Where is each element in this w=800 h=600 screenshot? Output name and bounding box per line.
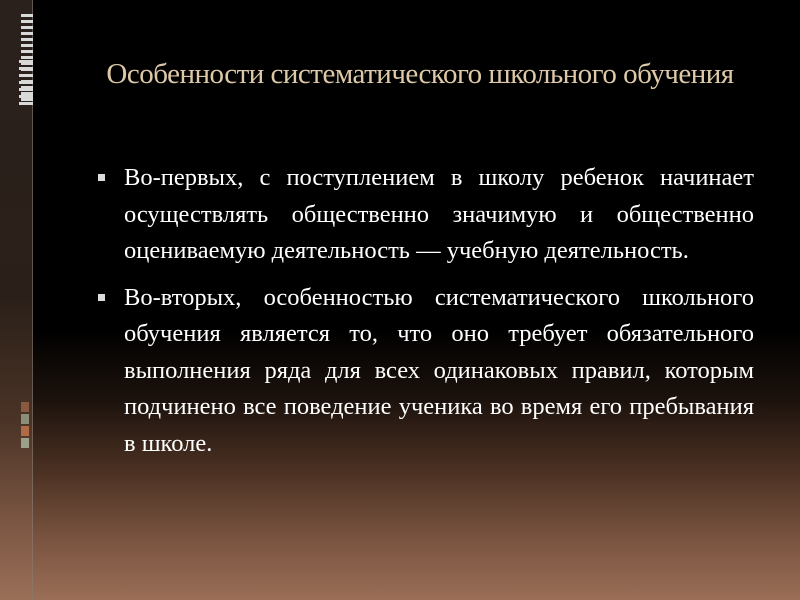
decorative-square <box>21 414 29 424</box>
bullet-item <box>96 160 754 270</box>
decorative-stripes-lower <box>19 60 33 106</box>
bullet-item <box>96 280 754 463</box>
bullet-text: Во-вторых, особенностью систематического школьного обучения является то, что оно требует обязательного выполнения ряда для всех одинаковых правил, которым подчинено все поведение ученика во время его пребывания в школе. <box>124 283 754 457</box>
decorative-square <box>21 402 29 412</box>
bullet-list <box>96 160 754 472</box>
square-bullet-icon <box>98 294 105 301</box>
decorative-square <box>21 438 29 448</box>
bullet-text: Во-первых, с поступлением в школу ребенок начинает осуществлять общественно значимую и общественно оцениваемую деятельность — учебную деятельность. <box>124 164 754 264</box>
slide-title: Особенности систематического школьного обучения <box>106 58 734 90</box>
square-bullet-icon <box>98 174 105 181</box>
decorative-square <box>21 426 29 436</box>
